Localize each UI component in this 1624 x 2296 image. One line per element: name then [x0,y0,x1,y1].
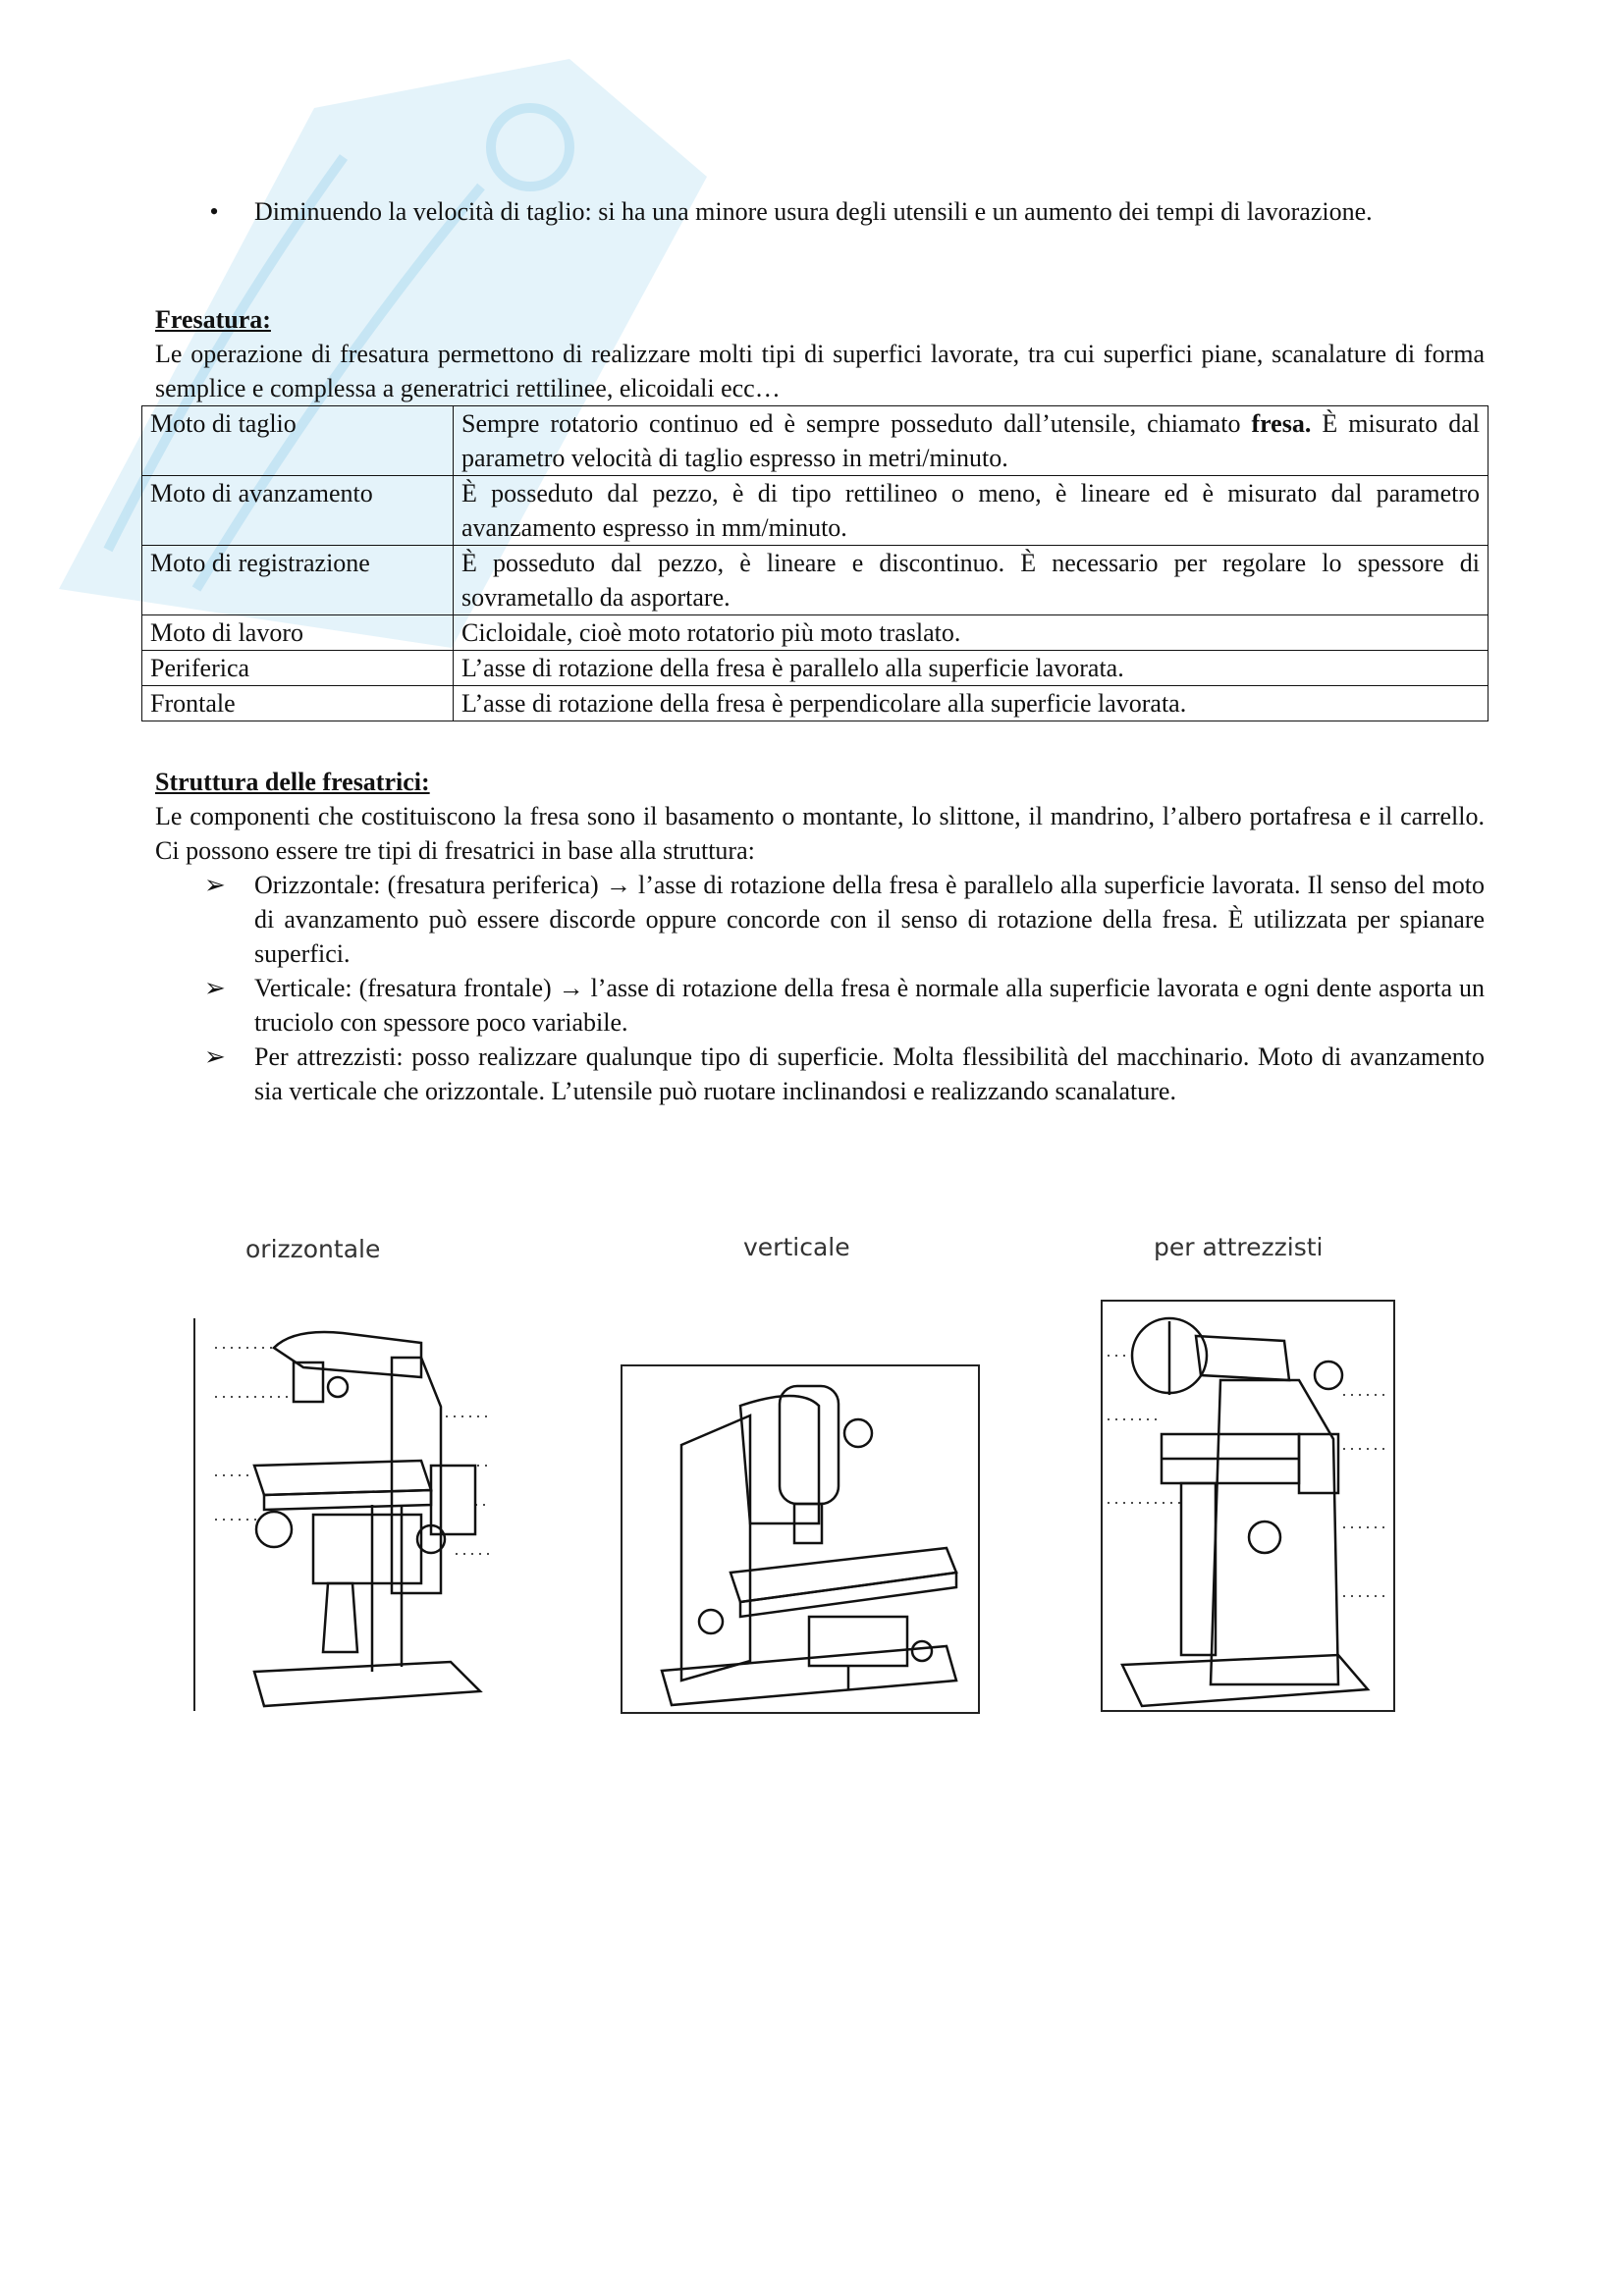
list-item-text: Orizzontale: (fresatura periferica) → l’asse di rotazione della fresa è parallelo alla superficie lavorata. Il senso del moto di avanzamento può essere discorde oppure concorde con il senso di rotazione della fresa. È utilizzata per spianare superfici. [254,871,1485,968]
list-item [204,1040,1485,1108]
table-value: L’asse di rotazione della fresa è parallelo alla superficie lavorata. [454,651,1489,686]
table-row [142,686,1489,721]
list-item-text: Per attrezzisti: posso realizzare qualunque tipo di superficie. Molta flessibilità del macchinario. Moto di avanzamento sia verticale che orizzontale. L’utensile può ruotare inclinandosi e realizzando scanalature. [254,1042,1485,1105]
table-value-text: Sempre rotatorio continuo ed è sempre posseduto dall’utensile, chiamato [461,409,1252,438]
milling-machine-drawing [1103,1302,1393,1710]
figure-vertical-milling-machine [621,1364,980,1714]
figure-toolmaker-milling-machine [1101,1300,1395,1712]
table-value: Cicloidale, cioè moto rotatorio più moto traslato. [454,615,1489,651]
arrow-bullet-icon: ➢ [204,974,226,1002]
bullet-text: Diminuendo la velocità di taglio: si ha una minore usura degli utensili e un aumento dei tempi di lavorazione. [254,197,1373,226]
table-row [142,651,1489,686]
struttura-intro: Le componenti che costituiscono la fresa sono il basamento o montante, lo slittone, il mandrino, l’albero portafresa e il carrello. Ci possono essere tre tipi di fresatrici in base alla struttura: [155,802,1485,865]
bullet-marker: • [209,197,219,226]
table-row [142,546,1489,615]
milling-machine-drawing [195,1318,495,1711]
list-item [204,868,1485,971]
section-heading-fresatura: Fresatura: [155,305,271,334]
table-value [454,406,1489,476]
table-value-bold: fresa. [1251,409,1312,438]
arrow-bullet-icon: ➢ [204,1042,226,1071]
fresatura-intro: Le operazione di fresatura permettono di realizzare molti tipi di superfici lavorate, tra cui superfici piane, scanalature di forma semplice e complessa a generatrici rettilinee, elicoidali ecc… [155,340,1485,402]
table-label: Moto di avanzamento [142,476,454,546]
table-row [142,615,1489,651]
list-item [204,971,1485,1040]
fresatura-table [141,405,1489,721]
bullet-item [155,194,1485,229]
table-value: È posseduto dal pezzo, è di tipo rettilineo o meno, è lineare ed è misurato dal parametro avanzamento espresso in mm/minuto. [454,476,1489,546]
table-row [142,406,1489,476]
section-heading-struttura: Struttura delle fresatrici: [155,768,430,796]
table-label: Periferica [142,651,454,686]
table-row [142,476,1489,546]
table-value-text: È misurato dal parametro velocità di taglio espresso in metri/minuto. [461,409,1480,472]
list-item-text: Verticale: (fresatura frontale) → l’asse di rotazione della fresa è normale alla superficie lavorata e ogni dente asporta un truciolo con spessore poco variabile. [254,974,1485,1037]
figure-horizontal-milling-machine [193,1318,495,1711]
figure-caption-orizzontale: orizzontale [245,1235,381,1263]
table-value: È posseduto dal pezzo, è lineare e discontinuo. È necessario per regolare lo spessore di sovrametallo da asportare. [454,546,1489,615]
figure-caption-verticale: verticale [743,1233,850,1261]
table-label: Moto di lavoro [142,615,454,651]
milling-machine-drawing [623,1366,978,1712]
table-label: Moto di registrazione [142,546,454,615]
table-label: Moto di taglio [142,406,454,476]
arrow-bullet-icon: ➢ [204,871,226,899]
table-value: L’asse di rotazione della fresa è perpendicolare alla superficie lavorata. [454,686,1489,721]
figure-caption-per-attrezzisti: per attrezzisti [1154,1233,1324,1261]
table-label: Frontale [142,686,454,721]
